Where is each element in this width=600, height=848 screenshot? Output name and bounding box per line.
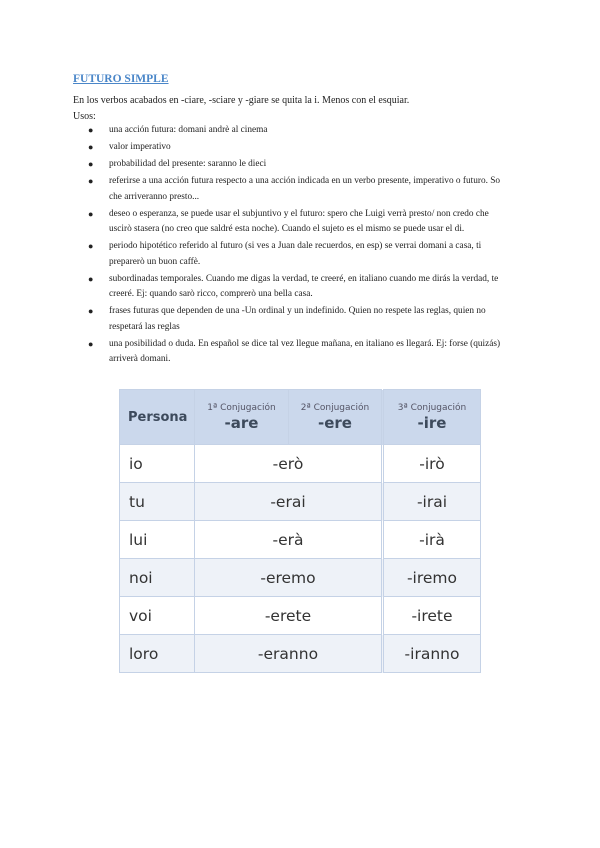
table-header-row — [120, 390, 481, 445]
header-conj-3: 3ª Conjugación -ire — [383, 390, 481, 445]
conjugation-table — [119, 389, 481, 673]
cell-are-ere: -erai — [195, 483, 383, 521]
bullet-icon: ● — [88, 306, 94, 316]
bullet-icon: ● — [88, 208, 94, 219]
header-persona: Persona — [120, 390, 195, 445]
cell-ire: -iranno — [383, 635, 481, 673]
cell-are-ere: -eranno — [195, 635, 383, 673]
cell-person: tu — [120, 483, 195, 521]
bullet-icon: ● — [88, 142, 94, 152]
table-row — [120, 635, 481, 673]
cell-person: voi — [120, 597, 195, 635]
list-item: ● valor imperativo — [73, 140, 513, 156]
page-title: FUTURO SIMPLE — [73, 73, 169, 85]
list-item: ● una posibilidad o duda. En español se dice tal vez llegue mañana, en italiano es llegará. Ej: forse (quizás) arriverà domani. — [88, 338, 501, 364]
cell-ire: -irà — [383, 521, 481, 559]
table-row — [120, 445, 481, 483]
bullet-icon: ● — [88, 125, 94, 135]
list-item: ● subordinadas temporales. Cuando me digas la verdad, te creeré, en italiano cuando me dirás la verdad, te creeré. Ej: quando sarò ricco, comprerò una bella casa. — [88, 273, 499, 299]
cell-person: loro — [120, 635, 195, 673]
list-item: ● probabilidad del presente: saranno le dieci — [73, 157, 513, 173]
table-row — [120, 597, 481, 635]
table-row — [120, 559, 481, 597]
header-conj-1: 1ª Conjugación -are — [195, 390, 289, 445]
cell-person: noi — [120, 559, 195, 597]
uses-list — [73, 123, 513, 369]
cell-ire: -irai — [383, 483, 481, 521]
list-item: ● deseo o esperanza, se puede usar el subjuntivo y el futuro: spero che Luigi verrà presto/ non credo che uscirò stasera (no creo que saldré esta noche). Cuando el sujeto es el mismo se puede usar el di. — [88, 208, 489, 234]
cell-are-ere: -eremo — [195, 559, 383, 597]
intro-text: En los verbos acabados en -ciare, -sciare y -giare se quita la i. Menos con el esquiar. — [73, 95, 410, 106]
cell-person: lui — [120, 521, 195, 559]
list-item: ● frases futuras que dependen de una -Un ordinal y un indefinido. Quien no respete las reglas, quien no respetará las reglas — [88, 306, 486, 332]
header-conj-2: 2ª Conjugación -ere — [289, 390, 383, 445]
cell-ire: -irete — [383, 597, 481, 635]
cell-are-ere: -erete — [195, 597, 383, 635]
list-item: ● periodo hipotético referido al futuro (si ves a Juan dale recuerdos, en esp) se verrai domani a casa, ti preparerò un buon caffè. — [88, 241, 482, 267]
bullet-icon: ● — [88, 273, 94, 284]
bullet-icon: ● — [88, 176, 94, 186]
list-item: ● una acción futura: domani andrè al cinema — [73, 123, 513, 139]
bullet-icon: ● — [88, 338, 94, 349]
cell-person: io — [120, 445, 195, 483]
usos-label: Usos: — [73, 111, 96, 122]
list-item: ● referirse a una acción futura respecto a una acción indicada en un verbo presente, imperativo o futuro. So che arriveranno presto... — [88, 176, 501, 202]
table-row — [120, 521, 481, 559]
cell-are-ere: -erà — [195, 521, 383, 559]
cell-ire: -iremo — [383, 559, 481, 597]
bullet-icon: ● — [88, 241, 94, 251]
bullet-icon: ● — [88, 159, 94, 169]
cell-are-ere: -erò — [195, 445, 383, 483]
cell-ire: -irò — [383, 445, 481, 483]
table-row — [120, 483, 481, 521]
